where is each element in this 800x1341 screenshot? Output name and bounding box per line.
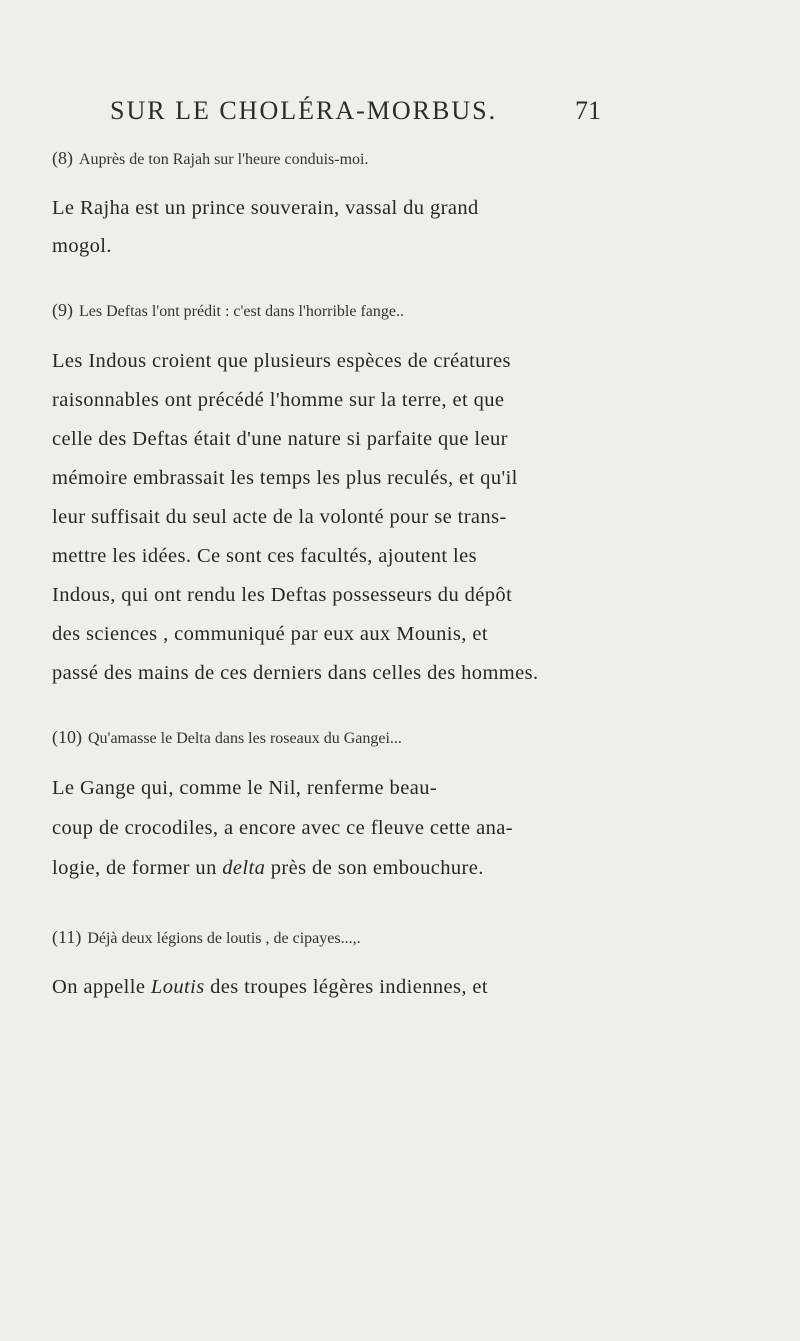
italic-term: delta <box>222 857 266 879</box>
note-10-quote <box>52 727 402 748</box>
note-11-quote <box>52 927 361 948</box>
body-line: Le Rajha est un prince souverain, vassal du grand <box>52 197 479 219</box>
text-span: On appelle <box>52 976 151 998</box>
note-8-quote <box>52 148 368 169</box>
body-line: mettre les idées. Ce sont ces facultés, ajoutent les <box>52 545 477 567</box>
body-line <box>52 857 484 880</box>
note-quote: Déjà deux légions de loutis , de cipayes...,. <box>87 930 361 947</box>
text-span: logie, de former un <box>52 857 223 879</box>
body-line: coup de crocodiles, a encore avec ce fleuve cette ana- <box>52 817 513 839</box>
note-quote: Les Deftas l'ont prédit : c'est dans l'horrible fange.. <box>79 303 404 320</box>
body-line: passé des mains de ces derniers dans celles des hommes. <box>52 662 539 684</box>
page-number: 71 <box>575 96 601 125</box>
running-head: SUR LE CHOLÉRA-MORBUS. <box>110 96 498 125</box>
note-number: (11) <box>52 927 82 947</box>
note-number: (9) <box>52 300 73 320</box>
text-span: près de son embouchure. <box>265 857 484 879</box>
body-line: mémoire embrassait les temps les plus reculés, et qu'il <box>52 467 518 489</box>
body-line: Le Gange qui, comme le Nil, renferme beau- <box>52 777 438 799</box>
note-quote: Auprès de ton Rajah sur l'heure conduis-moi. <box>79 151 369 168</box>
body-line: raisonnables ont précédé l'homme sur la terre, et que <box>52 389 505 411</box>
body-line: des sciences , communiqué par eux aux Mounis, et <box>52 623 488 645</box>
body-line: Les Indous croient que plusieurs espèces de créatures <box>52 350 511 372</box>
note-9-quote <box>52 300 404 321</box>
body-line <box>52 976 488 999</box>
note-number: (8) <box>52 148 73 168</box>
body-line: Indous, qui ont rendu les Deftas possesseurs du dépôt <box>52 584 513 606</box>
body-line: celle des Deftas était d'une nature si parfaite que leur <box>52 428 508 450</box>
note-number: (10) <box>52 727 82 747</box>
italic-term: Loutis <box>150 976 205 998</box>
body-line: leur suffisait du seul acte de la volonté pour se trans- <box>52 506 507 528</box>
note-quote: Qu'amasse le Delta dans les roseaux du Gangei... <box>88 730 402 747</box>
text-span: des troupes légères indiennes, et <box>204 976 489 998</box>
body-line: mogol. <box>52 235 112 257</box>
